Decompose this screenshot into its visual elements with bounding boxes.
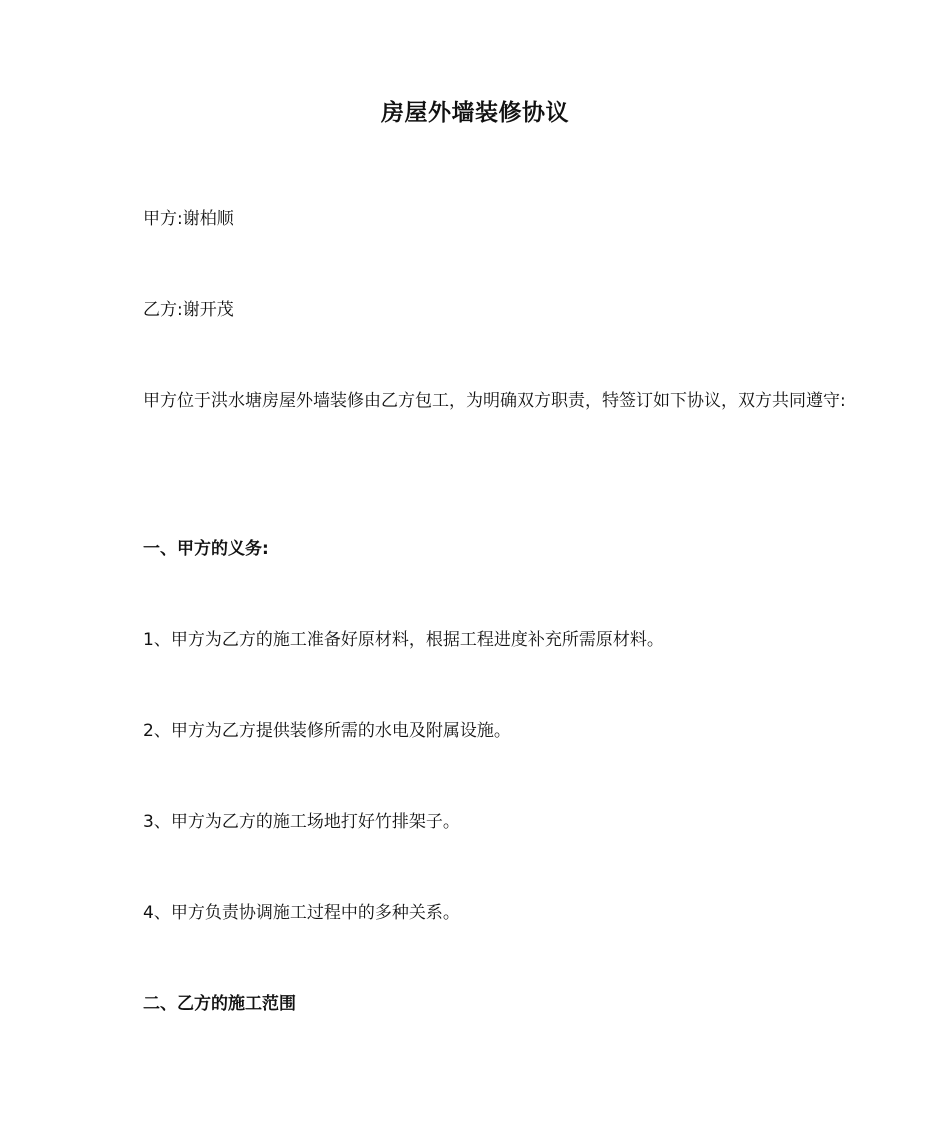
section1-heading: 一、甲方的义务: [143,539,269,559]
section1-item-2: 2、甲方为乙方提供装修所需的水电及附属设施。 [143,721,511,741]
section2-heading: 二、乙方的施工范围 [143,994,296,1014]
section1-item-4: 4、甲方负责协调施工过程中的多种关系。 [143,903,460,923]
document-title: 房屋外墙装修协议 [381,100,569,126]
section1-item-3: 3、甲方为乙方的施工场地打好竹排架子。 [143,812,460,832]
party-a-line: 甲方:谢柏顺 [143,209,234,229]
intro-paragraph: 甲方位于洪水塘房屋外墙装修由乙方包工，为明确双方职责，特签订如下协议，双方共同遵守: [143,391,846,411]
section1-item-1: 1、甲方为乙方的施工准备好原材料，根据工程进度补充所需原材料。 [143,630,664,650]
party-b-line: 乙方:谢开茂 [143,300,234,320]
